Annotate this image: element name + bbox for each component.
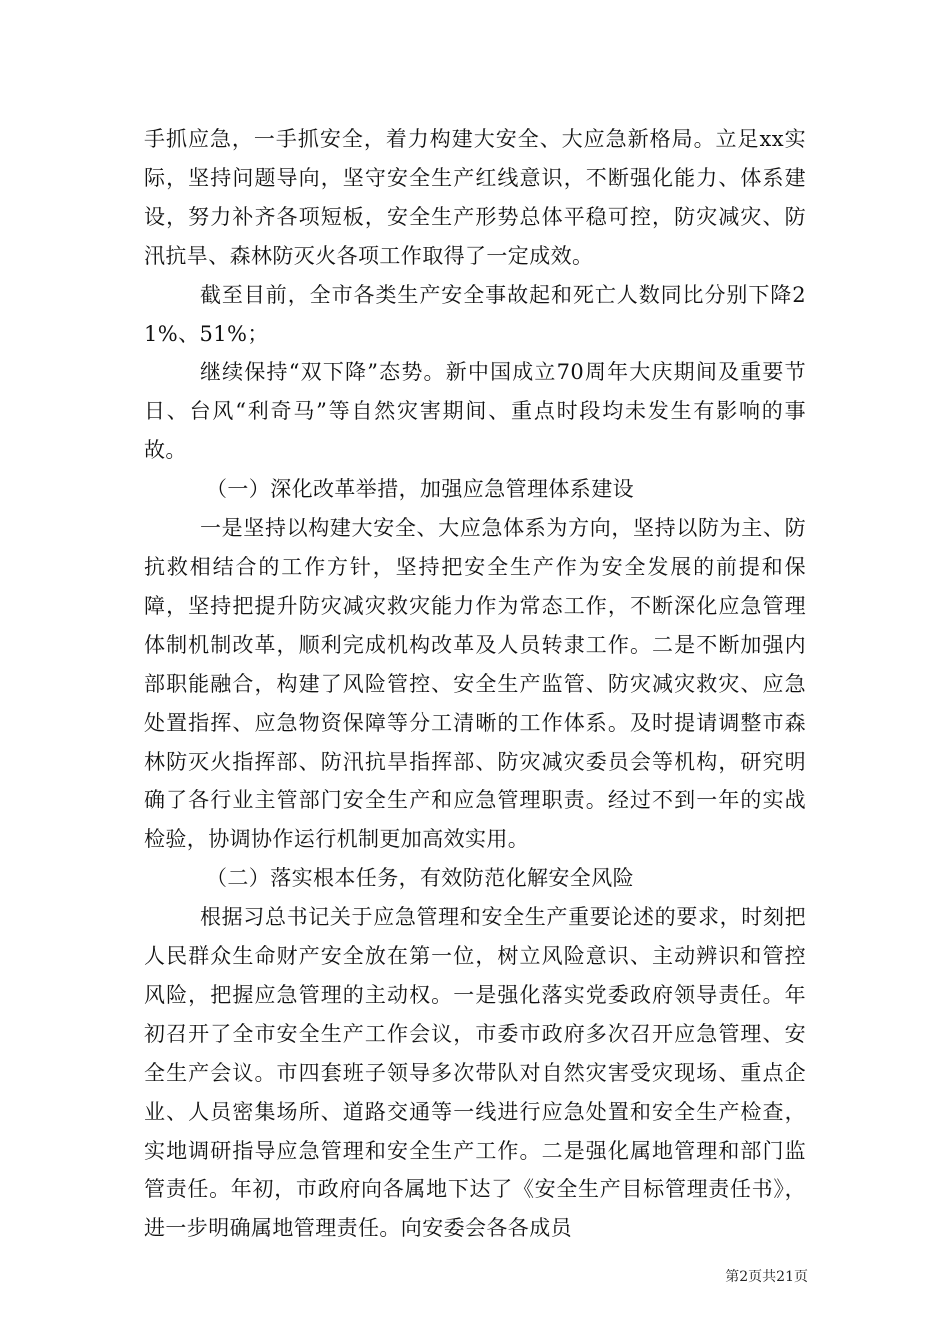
- paragraph-trend: 继续保持“双下降”态势。新中国成立70周年大庆期间及重要节日、台风“利奇马”等自然灾害期间、重点时段均未发生有影响的事故。: [144, 360, 806, 463]
- paragraph-risk: 根据习总书记关于应急管理和安全生产重要论述的要求，时刻把人民群众生命财产安全放在第一位，树立风险意识、主动辨识和管控风险，把握应急管理的主动权。一是强化落实党委政府领导责任。年初召开了全市安全生产工作会议，市委市政府多次召开应急管理、安全生产会议。市四套班子领导多次带队对自然灾害受灾现场、重点企业、人员密集场所、道路交通等一线进行应急处置和安全生产检查，实地调研指导应急管理和安全生产工作。二是强化属地管理和部门监管责任。年初，市政府向各属地下达了《安全生产目标管理责任书》，进一步明确属地管理责任。向安委会各各成员: [144, 905, 806, 1241]
- document-body: [144, 120, 806, 1248]
- section-heading-2: （二）落实根本任务，有效防范化解安全风险: [206, 866, 634, 891]
- paragraph-continuation: 手抓应急，一手抓安全，着力构建大安全、大应急新格局。立足xx实际，坚持问题导向，坚守安全生产红线意识，不断强化能力、体系建设，努力补齐各项短板，安全生产形势总体平稳可控，防灾减灾、防汛抗旱、森林防灭火各项工作取得了一定成效。: [144, 127, 806, 268]
- page-number: 第2页共21页: [725, 1269, 808, 1285]
- paragraph-statistics: 截至目前，全市各类生产安全事故起和死亡人数同比分别下降21%、51%；: [144, 282, 806, 346]
- paragraph-reform: 一是坚持以构建大安全、大应急体系为方向，坚持以防为主、防抗救相结合的工作方针，坚持把安全生产作为安全发展的前提和保障，坚持把提升防灾减灾救灾能力作为常态工作，不断深化应急管理体制机制改革，顺利完成机构改革及人员转隶工作。二是不断加强内部职能融合，构建了风险管控、安全生产监管、防灾减灾救灾、应急处置指挥、应急物资保障等分工清晰的工作体系。及时提请调整市森林防灭火指挥部、防汛抗旱指挥部、防灾减灾委员会等机构，研究明确了各行业主管部门安全生产和应急管理职责。经过不到一年的实战检验，协调协作运行机制更加高效实用。: [144, 516, 806, 852]
- section-heading-1: （一）深化改革举措，加强应急管理体系建设: [206, 477, 634, 502]
